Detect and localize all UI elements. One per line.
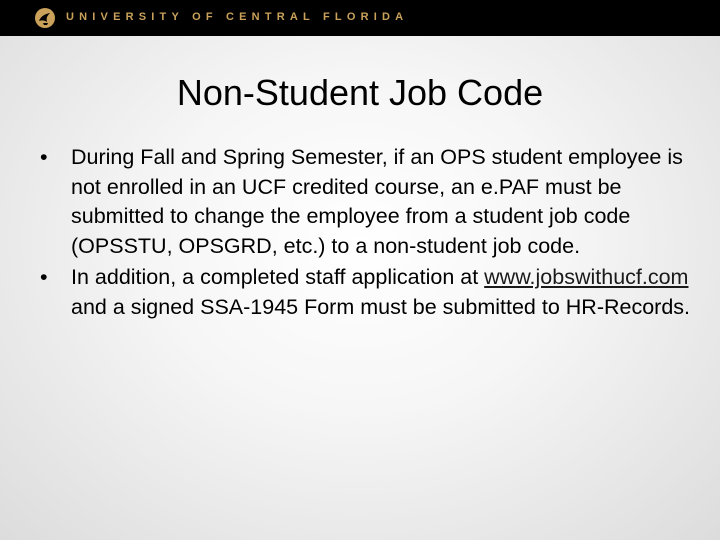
bullet-marker: • — [40, 145, 48, 169]
bullet-marker: • — [40, 265, 48, 289]
pegasus-logo-icon — [34, 7, 56, 29]
header-bar — [0, 0, 720, 36]
university-name: UNIVERSITY OF CENTRAL FLORIDA — [66, 11, 409, 23]
bullet-item — [40, 143, 690, 261]
bullet-text-after: and a signed SSA-1945 Form must be submitted to HR-Records. — [71, 294, 691, 319]
jobswithucf-link[interactable]: www.jobswithucf.com — [484, 265, 689, 289]
bullet-item — [40, 263, 690, 322]
bullet-list — [40, 143, 690, 324]
bullet-text: During Fall and Spring Semester, if an OPS student employee is not enrolled in an UCF credited course, an e.PAF must be submitted to change the employee from a student job code (OPSSTU, OPSGRD, etc.) to a non-student job code. — [71, 145, 683, 258]
bullet-text-before: In addition, a completed staff application at — [71, 265, 485, 289]
slide-title: Non-Student Job Code — [176, 72, 544, 113]
